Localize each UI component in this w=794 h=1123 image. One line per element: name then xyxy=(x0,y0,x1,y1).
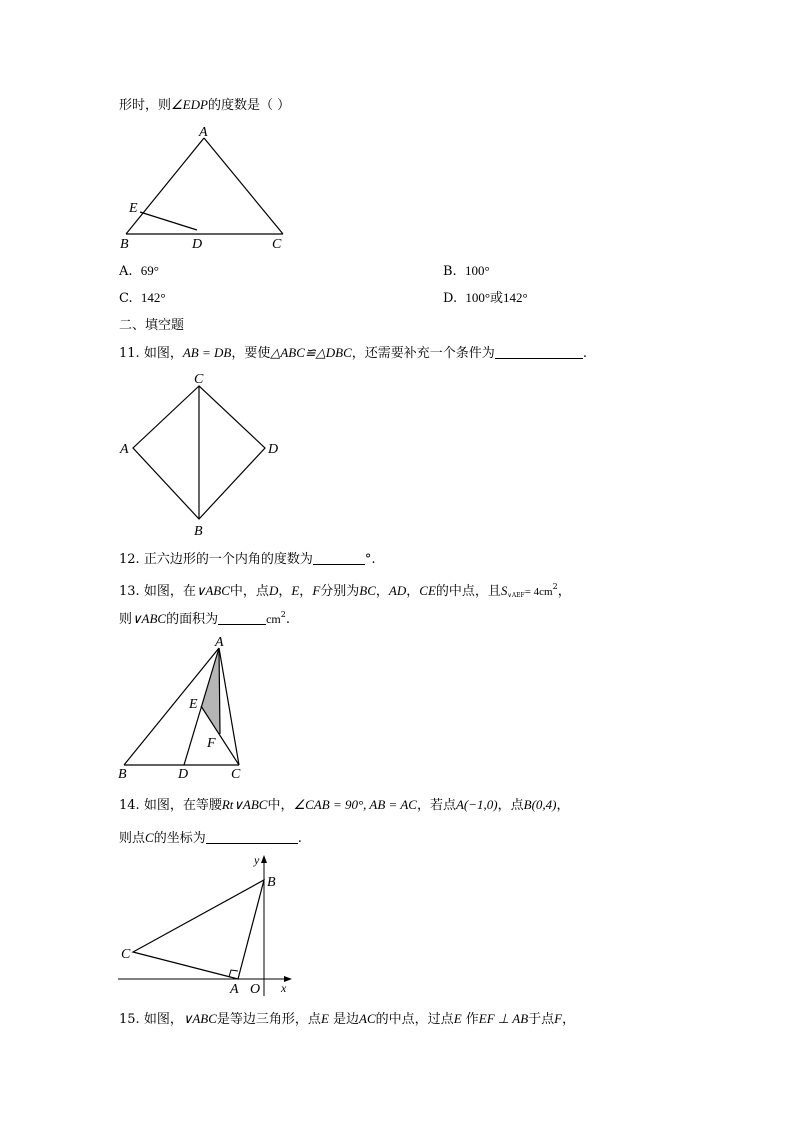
q11-label-a: A xyxy=(120,442,129,457)
q10-label-a: A xyxy=(199,125,208,140)
q13-stem-line1: 13. 如图，在∨ABC中，点D，E，F分别为BC，AD，CE的中点，且$S_{\vee AEF}= 4cm^2$， xyxy=(119,582,571,599)
q10-label-e: E xyxy=(129,201,138,216)
q13-label-f: F xyxy=(207,736,216,751)
q10-stem: 形时，则∠EDP的度数是（ ） xyxy=(119,97,291,113)
q15-stem: 15. 如图，∨ABC是等边三角形，点E 是边AC的中点，过点E 作EF ⊥ AB于点F， xyxy=(119,1011,576,1027)
q14-stem-line2: 则点C的坐标为 . xyxy=(119,830,302,846)
q11-stem: 11. 如图，AB = DB，要使△ABC≌△DBC，还需要补充一个条件为 . xyxy=(119,345,587,361)
q10-label-c: C xyxy=(272,237,282,252)
q13-label-a: A xyxy=(215,635,224,650)
q14-label-c: C xyxy=(121,947,131,962)
q14-stem-line1: 14. 如图，在等腰Rt∨ABC中，∠CAB = 90°, AB = AC，若点A(−1,0)，点B(0,4)， xyxy=(119,797,570,813)
q11-label-c: C xyxy=(194,372,204,387)
q10-option-a: A. 69° xyxy=(119,263,159,279)
q14-label-a: A xyxy=(230,982,239,997)
q13-label-b: B xyxy=(118,767,127,782)
q13-label-d: D xyxy=(178,767,189,782)
q14-label-o: O xyxy=(250,982,261,997)
q12-stem: 12. 正六边形的一个内角的度数为 °. xyxy=(119,552,376,567)
q10-option-c: C. 142° xyxy=(119,290,166,306)
q13-label-c: C xyxy=(231,767,241,782)
q14-label-b: B xyxy=(267,875,276,890)
q13-label-e: E xyxy=(189,697,198,712)
q13-stem-line2: 则∨ABC的面积为 $cm^2$. xyxy=(119,610,291,627)
q10-label-b: B xyxy=(120,237,129,252)
q11-label-b: B xyxy=(194,524,203,539)
q14-label-x: x xyxy=(281,981,287,995)
q14-label-y: y xyxy=(254,853,260,867)
section-title: 二、填空题 xyxy=(119,318,185,333)
q10-option-b: B. 100° xyxy=(443,263,490,279)
q10-label-d: D xyxy=(192,237,203,252)
q10-option-d: D. 100°或142° xyxy=(443,290,528,306)
q11-label-d: D xyxy=(268,442,279,457)
